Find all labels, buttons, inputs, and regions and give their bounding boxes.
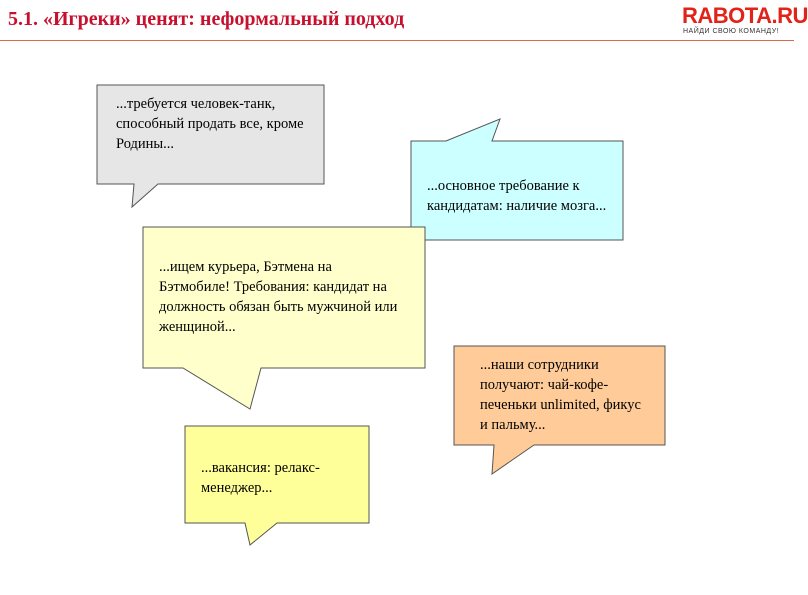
bubble-4-text: ...наши сотрудники получают: чай-кофе-печеньки unlimited, фикус и пальму... xyxy=(480,357,641,433)
slide-title: 5.1. «Игреки» ценят: неформальный подход xyxy=(8,8,405,30)
logo-wordmark: RABOTA.RU xyxy=(682,3,808,28)
bubble-3-text: ...ищем курьера, Бэтмена на Бэтмобиле! Требования: кандидат на должность обязан быть мужчиной или женщиной... xyxy=(159,259,398,335)
bubble-2-text: ...основное требование к кандидатам: наличие мозга... xyxy=(427,178,607,214)
bubble-5-text: ...вакансия: релакс-менеджер... xyxy=(201,460,320,496)
logo-tagline: НАЙДИ СВОЮ КОМАНДУ! xyxy=(683,28,780,35)
bubble-1-text: ...требуется человек-танк, способный продать все, кроме Родины... xyxy=(116,96,304,152)
